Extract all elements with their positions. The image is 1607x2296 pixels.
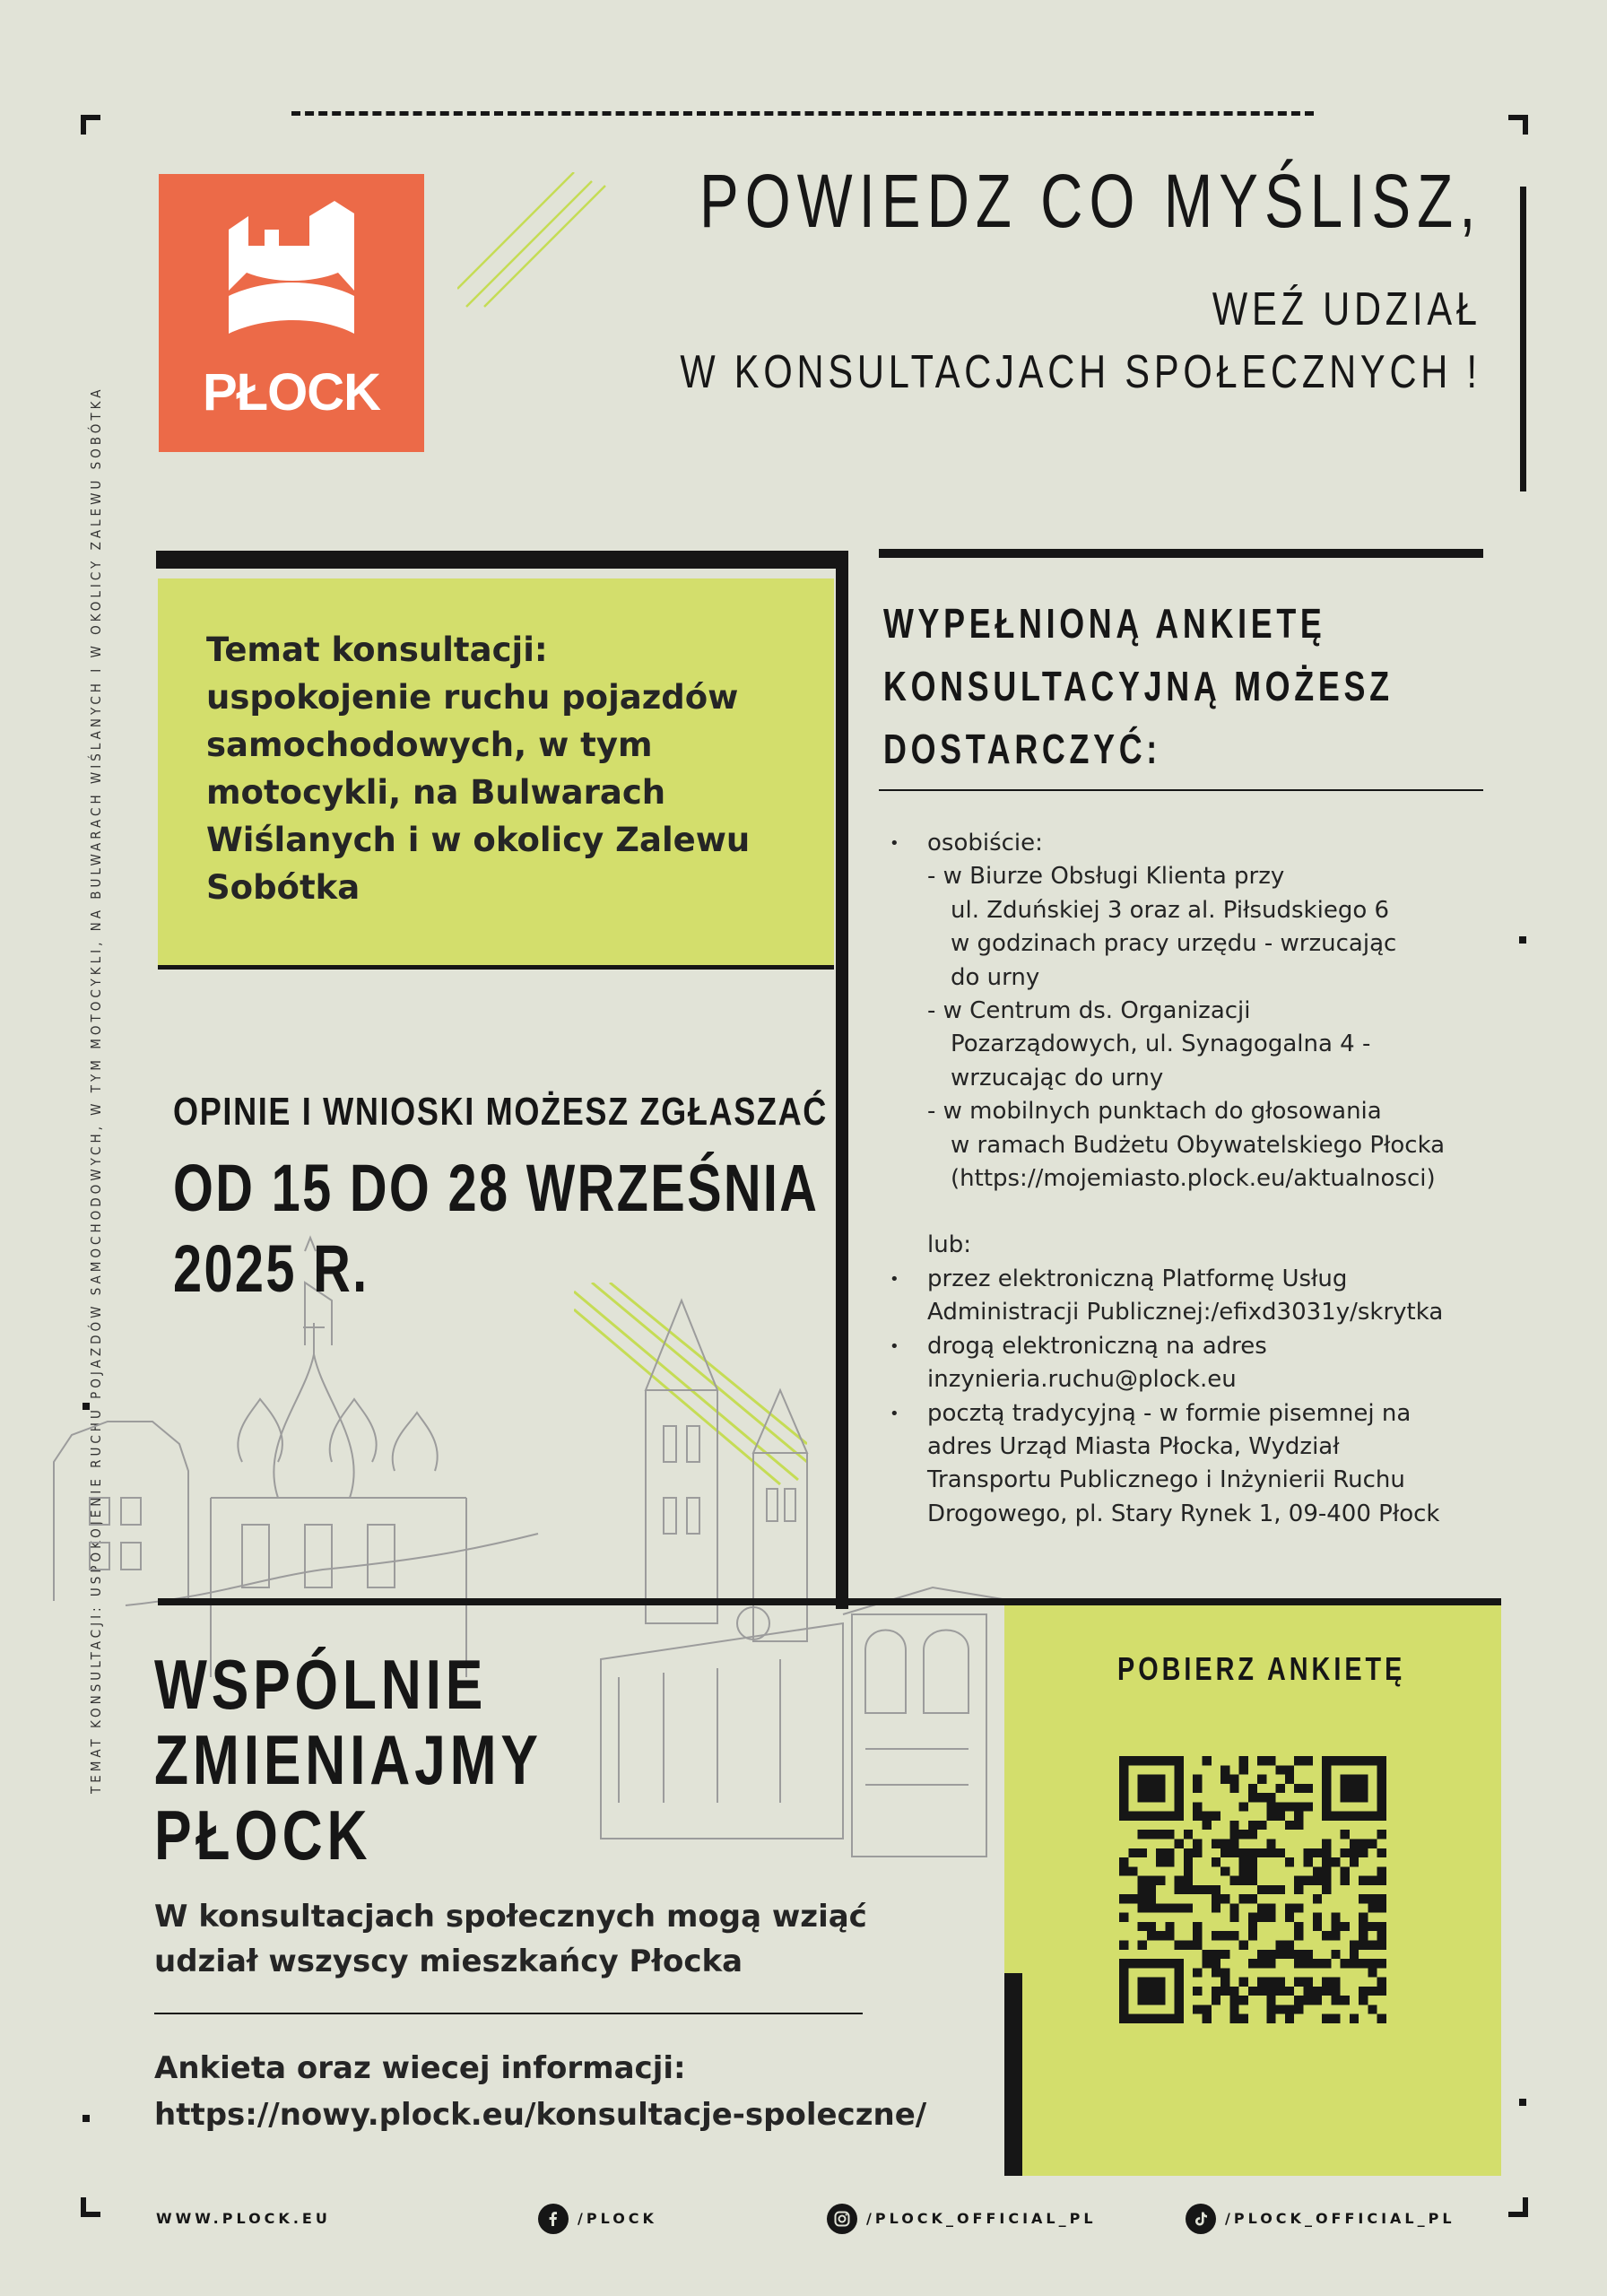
deliver-heading-line: DOSTARCZYĆ:: [883, 726, 1161, 772]
qr-code-icon[interactable]: [1119, 1756, 1386, 2023]
deliver-list-text: (https://mojemiasto.plock.eu/aktualnosci): [951, 1165, 1436, 1193]
tiktok-label[interactable]: /PLOCK_OFFICIAL_PL: [1225, 2210, 1455, 2227]
deliver-list-item: [888, 1296, 1498, 1329]
deliver-list-item: [888, 1363, 1498, 1396]
top-dashed-line: [291, 111, 1314, 116]
subtitle-line: WEŹ UDZIAŁ: [1212, 283, 1481, 335]
deliver-list-item: [888, 1263, 1498, 1296]
deliver-list-text: • pocztą tradycyjną - w formie pisemnej na: [927, 1399, 1412, 1427]
deliver-heading-line: WYPEŁNIONĄ ANKIETĘ: [883, 600, 1326, 647]
deliver-list-text: • osobiście:: [927, 830, 1043, 857]
frame-dot: [1519, 936, 1526, 944]
deliver-list-item: [888, 1028, 1498, 1061]
deliver-list-text: adres Urząd Miasta Płocka, Wydział: [927, 1432, 1340, 1460]
eligibility-text: [154, 1894, 908, 1984]
deliver-list-text: • drogą elektroniczną na adres: [927, 1332, 1267, 1360]
deliver-list-text: Pozarządowych, ul. Synagogalna 4 -: [951, 1031, 1371, 1058]
deliver-list-text: lub:: [927, 1231, 971, 1259]
download-survey-label: POBIERZ ANKIETĘ: [1117, 1650, 1406, 1687]
more-info-label: Ankieta oraz wiecej informacji:: [154, 2050, 686, 2086]
more-info: [154, 2045, 926, 2138]
topic-line: uspokojenie ruchu pojazdów: [206, 678, 739, 717]
frame-corner-bottom-left: [81, 2197, 100, 2217]
deliver-list-item: [888, 1397, 1498, 1431]
decorative-stripes: [457, 172, 610, 316]
deliver-list-item: [888, 1062, 1498, 1095]
deliver-list-item: [888, 1229, 1498, 1262]
opinions-label: OPINIE I WNIOSKI MOŻESZ ZGŁASZAĆ: [173, 1090, 828, 1134]
deliver-list-item: [888, 860, 1498, 893]
topic-line: samochodowych, w tym: [206, 726, 653, 764]
deliver-list-item: [888, 961, 1498, 995]
qr-accent-bar: [1004, 1973, 1022, 2176]
topic-line: motocykli, na Bulwarach: [206, 773, 666, 812]
frame-dot: [1519, 2099, 1526, 2106]
deliver-list-text: - w Centrum ds. Organizacji: [927, 997, 1251, 1025]
deliver-list: [888, 827, 1498, 1531]
facebook-icon[interactable]: [538, 2204, 569, 2234]
deliver-list-item: [888, 995, 1498, 1028]
column-divider: [836, 551, 848, 1609]
opinions-dates: OD 15 DO 28 WRZEŚNIA: [173, 1151, 820, 1225]
deliver-heading: [883, 592, 1394, 780]
together-line: ZMIENIAJMY: [154, 1720, 543, 1799]
instagram-label[interactable]: /PLOCK_OFFICIAL_PL: [866, 2210, 1097, 2227]
deliver-list-item: [888, 1431, 1498, 1464]
deliver-list-text: inzynieria.ruchu@plock.eu: [927, 1366, 1237, 1394]
facebook-label[interactable]: /PLOCK: [578, 2210, 657, 2227]
deliver-list-text: [888, 1196, 1498, 1229]
deliver-list-item: [888, 1464, 1498, 1497]
together-line: WSPÓLNIE: [154, 1645, 488, 1724]
deliver-list-text: - w mobilnych punktach do głosowania: [927, 1098, 1382, 1126]
footer-website-link[interactable]: WWW.PLOCK.EU: [156, 2210, 331, 2227]
castle-icon: [159, 174, 424, 353]
page-subtitle: [681, 278, 1481, 404]
frame-dot: [83, 2115, 90, 2122]
bottom-divider-bar: [158, 1598, 1501, 1605]
deliver-list-text: wrzucając do urny: [951, 1064, 1164, 1091]
page-title: POWIEDZ CO MYŚLISZ,: [699, 159, 1481, 243]
topic-box-underline: [158, 965, 834, 970]
deliver-list-item: [888, 1196, 1498, 1229]
deliver-heading-line: KONSULTACYJNĄ MOŻESZ: [883, 663, 1394, 709]
deliver-list-text: Administracji Publicznej:/efixd3031y/skrytka: [927, 1299, 1444, 1326]
eligibility-line: udział wszyscy mieszkańcy Płocka: [154, 1944, 743, 1979]
opinions-year: 2025 R.: [173, 1231, 369, 1306]
topic-line: Sobótka: [206, 868, 360, 907]
eligibility-divider: [154, 2013, 863, 2014]
more-info-link[interactable]: https://nowy.plock.eu/konsultacje-spoleczne/: [154, 2097, 927, 2133]
deliver-divider: [879, 789, 1483, 791]
together-line: PŁOCK: [154, 1796, 372, 1874]
topic-line: Temat konsultacji:: [206, 631, 548, 669]
frame-corner-top-left: [81, 115, 100, 135]
topic-top-bar: [156, 551, 847, 569]
deliver-list-text: • przez elektroniczną Platformę Usług: [927, 1265, 1348, 1292]
plock-logo: [159, 174, 424, 452]
eligibility-line: W konsultacjach społecznych mogą wziąć: [154, 1899, 867, 1935]
side-vertical-text: TEMAT KONSULTACJI: USPOKOJENIE RUCHU POJAZDÓW SAMOCHODOWYCH, W TYM MOTOCYKLI, NA BULWARACH WIŚLANYCH I W OKOLICY ZALEWU SOBÓTKA: [88, 386, 104, 1794]
subtitle-line: W KONSULTACJACH SPOŁECZNYCH !: [680, 346, 1481, 398]
frame-corner-bottom-right: [1508, 2197, 1528, 2217]
logo-label: PŁOCK: [203, 363, 380, 422]
deliver-list-item: [888, 1129, 1498, 1162]
instagram-icon[interactable]: [827, 2204, 857, 2234]
frame-corner-top-right: [1508, 115, 1528, 135]
deliver-list-item: [888, 1095, 1498, 1128]
deliver-list-text: - w Biurze Obsługi Klienta przy: [927, 863, 1285, 891]
deliver-list-item: [888, 1162, 1498, 1196]
topic-line: Wiślanych i w okolicy Zalewu: [206, 821, 751, 859]
topic-text: [206, 626, 825, 911]
tiktok-icon[interactable]: [1186, 2204, 1216, 2234]
deliver-list-text: w godzinach pracy urzędu - wrzucając: [951, 930, 1397, 958]
deliver-list-item: [888, 827, 1498, 860]
deliver-list-text: ul. Zduńskiej 3 oraz al. Piłsudskiego 6: [951, 896, 1390, 924]
deliver-list-item: [888, 1498, 1498, 1531]
deliver-list-text: Transportu Publicznego i Inżynierii Ruchu: [927, 1466, 1405, 1494]
deliver-list-item: [888, 927, 1498, 961]
deliver-list-text: Drogowego, pl. Stary Rynek 1, 09-400 Płock: [927, 1500, 1440, 1527]
deliver-top-bar: [879, 549, 1483, 558]
deliver-list-item: [888, 894, 1498, 927]
together-heading: [154, 1647, 543, 1873]
right-accent-bar: [1520, 187, 1526, 491]
deliver-list-item: [888, 1330, 1498, 1363]
deliver-list-text: do urny: [951, 963, 1040, 991]
deliver-list-text: w ramach Budżetu Obywatelskiego Płocka: [951, 1131, 1446, 1159]
